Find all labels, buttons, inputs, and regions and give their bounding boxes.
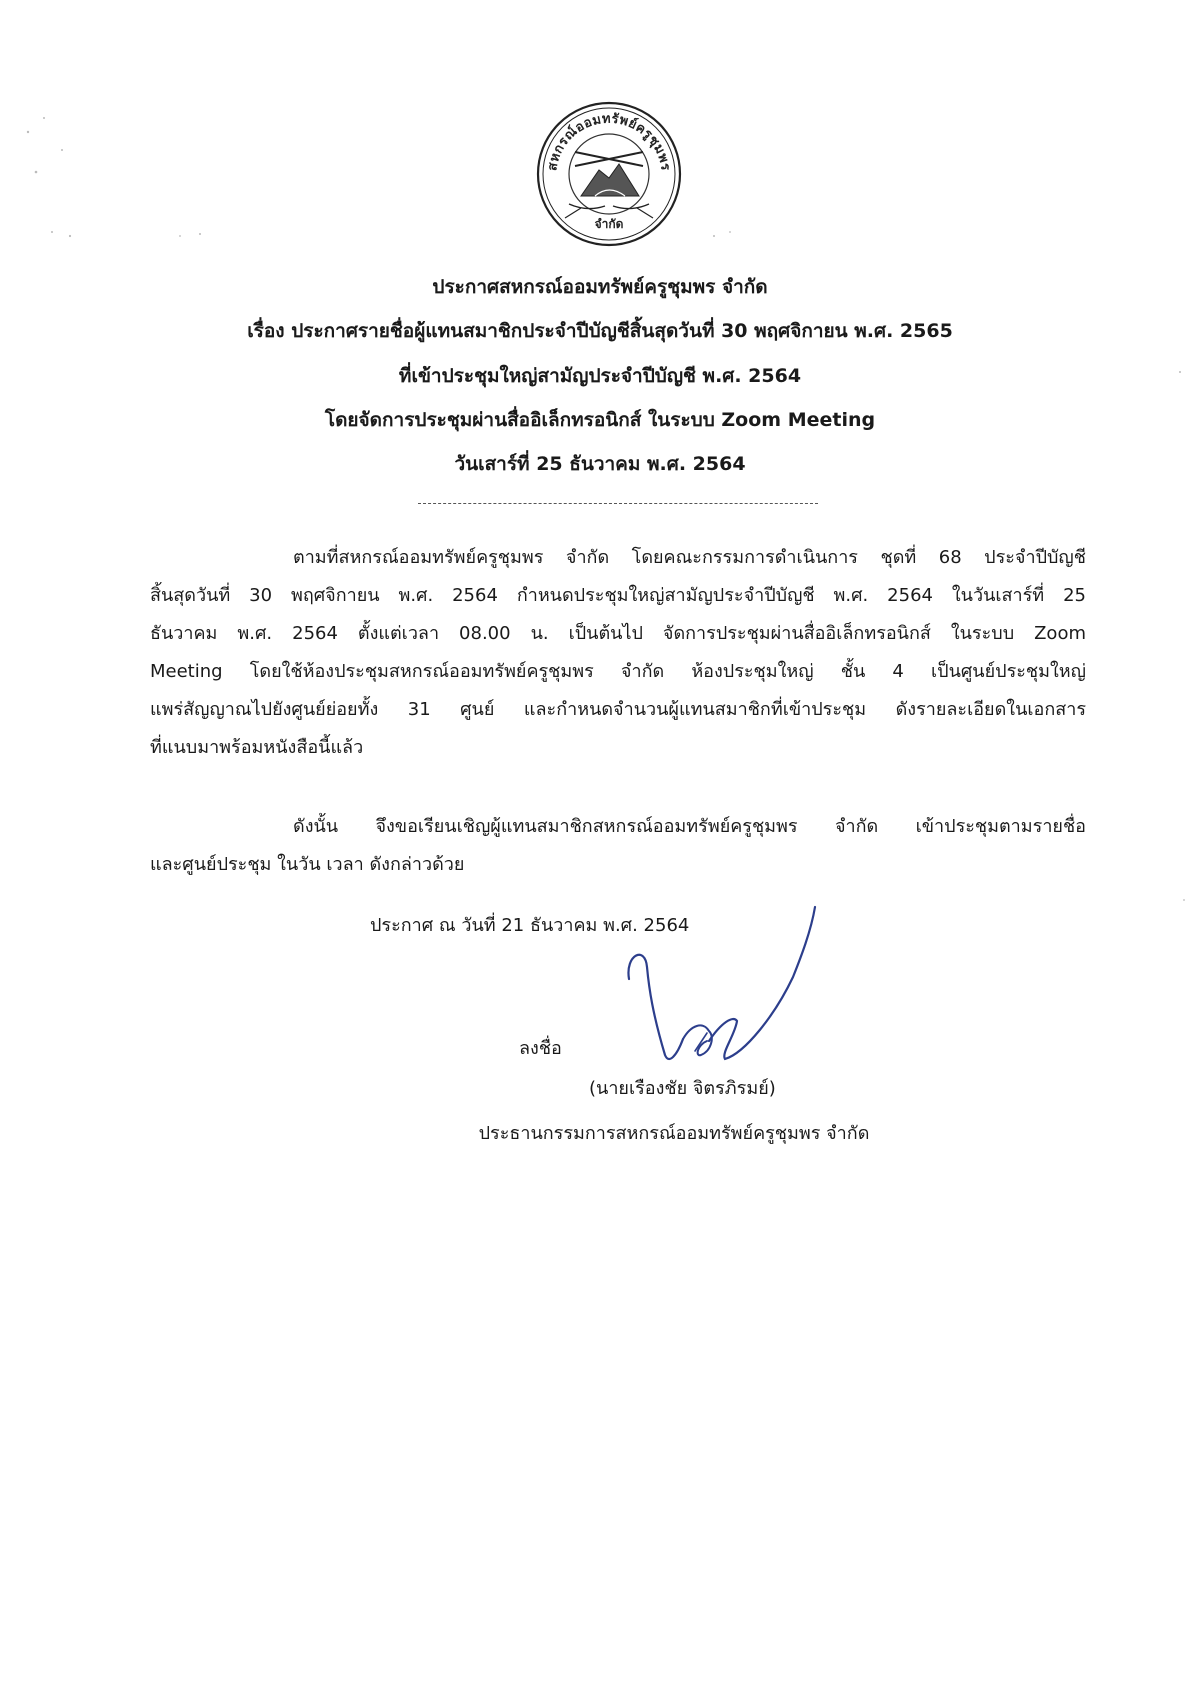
paragraph-line: ดังนั้น จึงขอเรียนเชิญผู้แทนสมาชิกสหกรณ์ออมทรัพย์ครูชุมพร จำกัด เข้าประชุมตามรายชื่อ	[293, 816, 1086, 837]
paragraph-line: สิ้นสุดวันที่ 30 พฤศจิกายน พ.ศ. 2564 กำหนดประชุมใหญ่สามัญประจำปีบัญชี พ.ศ. 2564 ในวันเสาร์ที่ 25	[150, 585, 1086, 606]
paragraph-line: Meeting โดยใช้ห้องประชุมสหกรณ์ออมทรัพย์ครูชุมพร จำกัด ห้องประชุมใหญ่ ชั้น 4 เป็นศูนย์ประชุมใหญ่	[150, 661, 1086, 682]
announce-date: ประกาศ ณ วันที่ 21 ธันวาคม พ.ศ. 2564	[370, 915, 690, 936]
announcement-meeting: ที่เข้าประชุมใหญ่สามัญประจำปีบัญชี พ.ศ. 2564	[398, 365, 802, 387]
sign-label: ลงชื่อ	[519, 1038, 562, 1059]
paragraph-line: ที่แนบมาพร้อมหนังสือนี้แล้ว	[150, 737, 364, 758]
paragraph-line: ตามที่สหกรณ์ออมทรัพย์ครูชุมพร จำกัด โดยคณะกรรมการดำเนินการ ชุดที่ 68 ประจำปีบัญชี	[293, 547, 1086, 568]
svg-text:สหกรณ์ออมทรัพย์ครูชุมพร: สหกรณ์ออมทรัพย์ครูชุมพร	[545, 111, 673, 172]
signer-position-text: ประธานกรรมการสหกรณ์ออมทรัพย์ครูชุมพร จำกัด	[478, 1123, 870, 1144]
paragraph-line: แพร่สัญญาณไปยังศูนย์ย่อยทั้ง 31 ศูนย์ และกำหนดจำนวนผู้แทนสมาชิกที่เข้าประชุม ดังรายละเอียดในเอกสาร	[150, 699, 1086, 720]
cooperative-seal-logo	[535, 100, 683, 248]
paragraph-line: และศูนย์ประชุม ในวัน เวลา ดังกล่าวด้วย	[150, 854, 465, 875]
announcement-subject: เรื่อง ประกาศรายชื่อผู้แทนสมาชิกประจำปีบัญชีสิ้นสุดวันที่ 30 พฤศจิกายน พ.ศ. 2565	[247, 320, 953, 342]
announcement-method: โดยจัดการประชุมผ่านสื่ออิเล็กทรอนิกส์ ในระบบ Zoom Meeting	[324, 409, 876, 431]
handwritten-signature	[625, 905, 835, 1065]
svg-text:จำกัด: จำกัด	[594, 217, 624, 231]
announcement-date: วันเสาร์ที่ 25 ธันวาคม พ.ศ. 2564	[454, 453, 746, 475]
signer-position	[0, 1118, 1200, 1147]
body-paragraph-2	[150, 808, 1086, 884]
heading-divider	[418, 503, 818, 504]
paragraph-line: ธันวาคม พ.ศ. 2564 ตั้งแต่เวลา 08.00 น. เป็นต้นไป จัดการประชุมผ่านสื่ออิเล็กทรอนิกส์ ในระบบ Zoom	[150, 623, 1086, 644]
body-paragraph-1	[150, 539, 1086, 767]
announcement-title: ประกาศสหกรณ์ออมทรัพย์ครูชุมพร จำกัด	[432, 276, 768, 298]
signer-name: (นายเรืองชัย จิตรภิรมย์)	[589, 1078, 776, 1099]
